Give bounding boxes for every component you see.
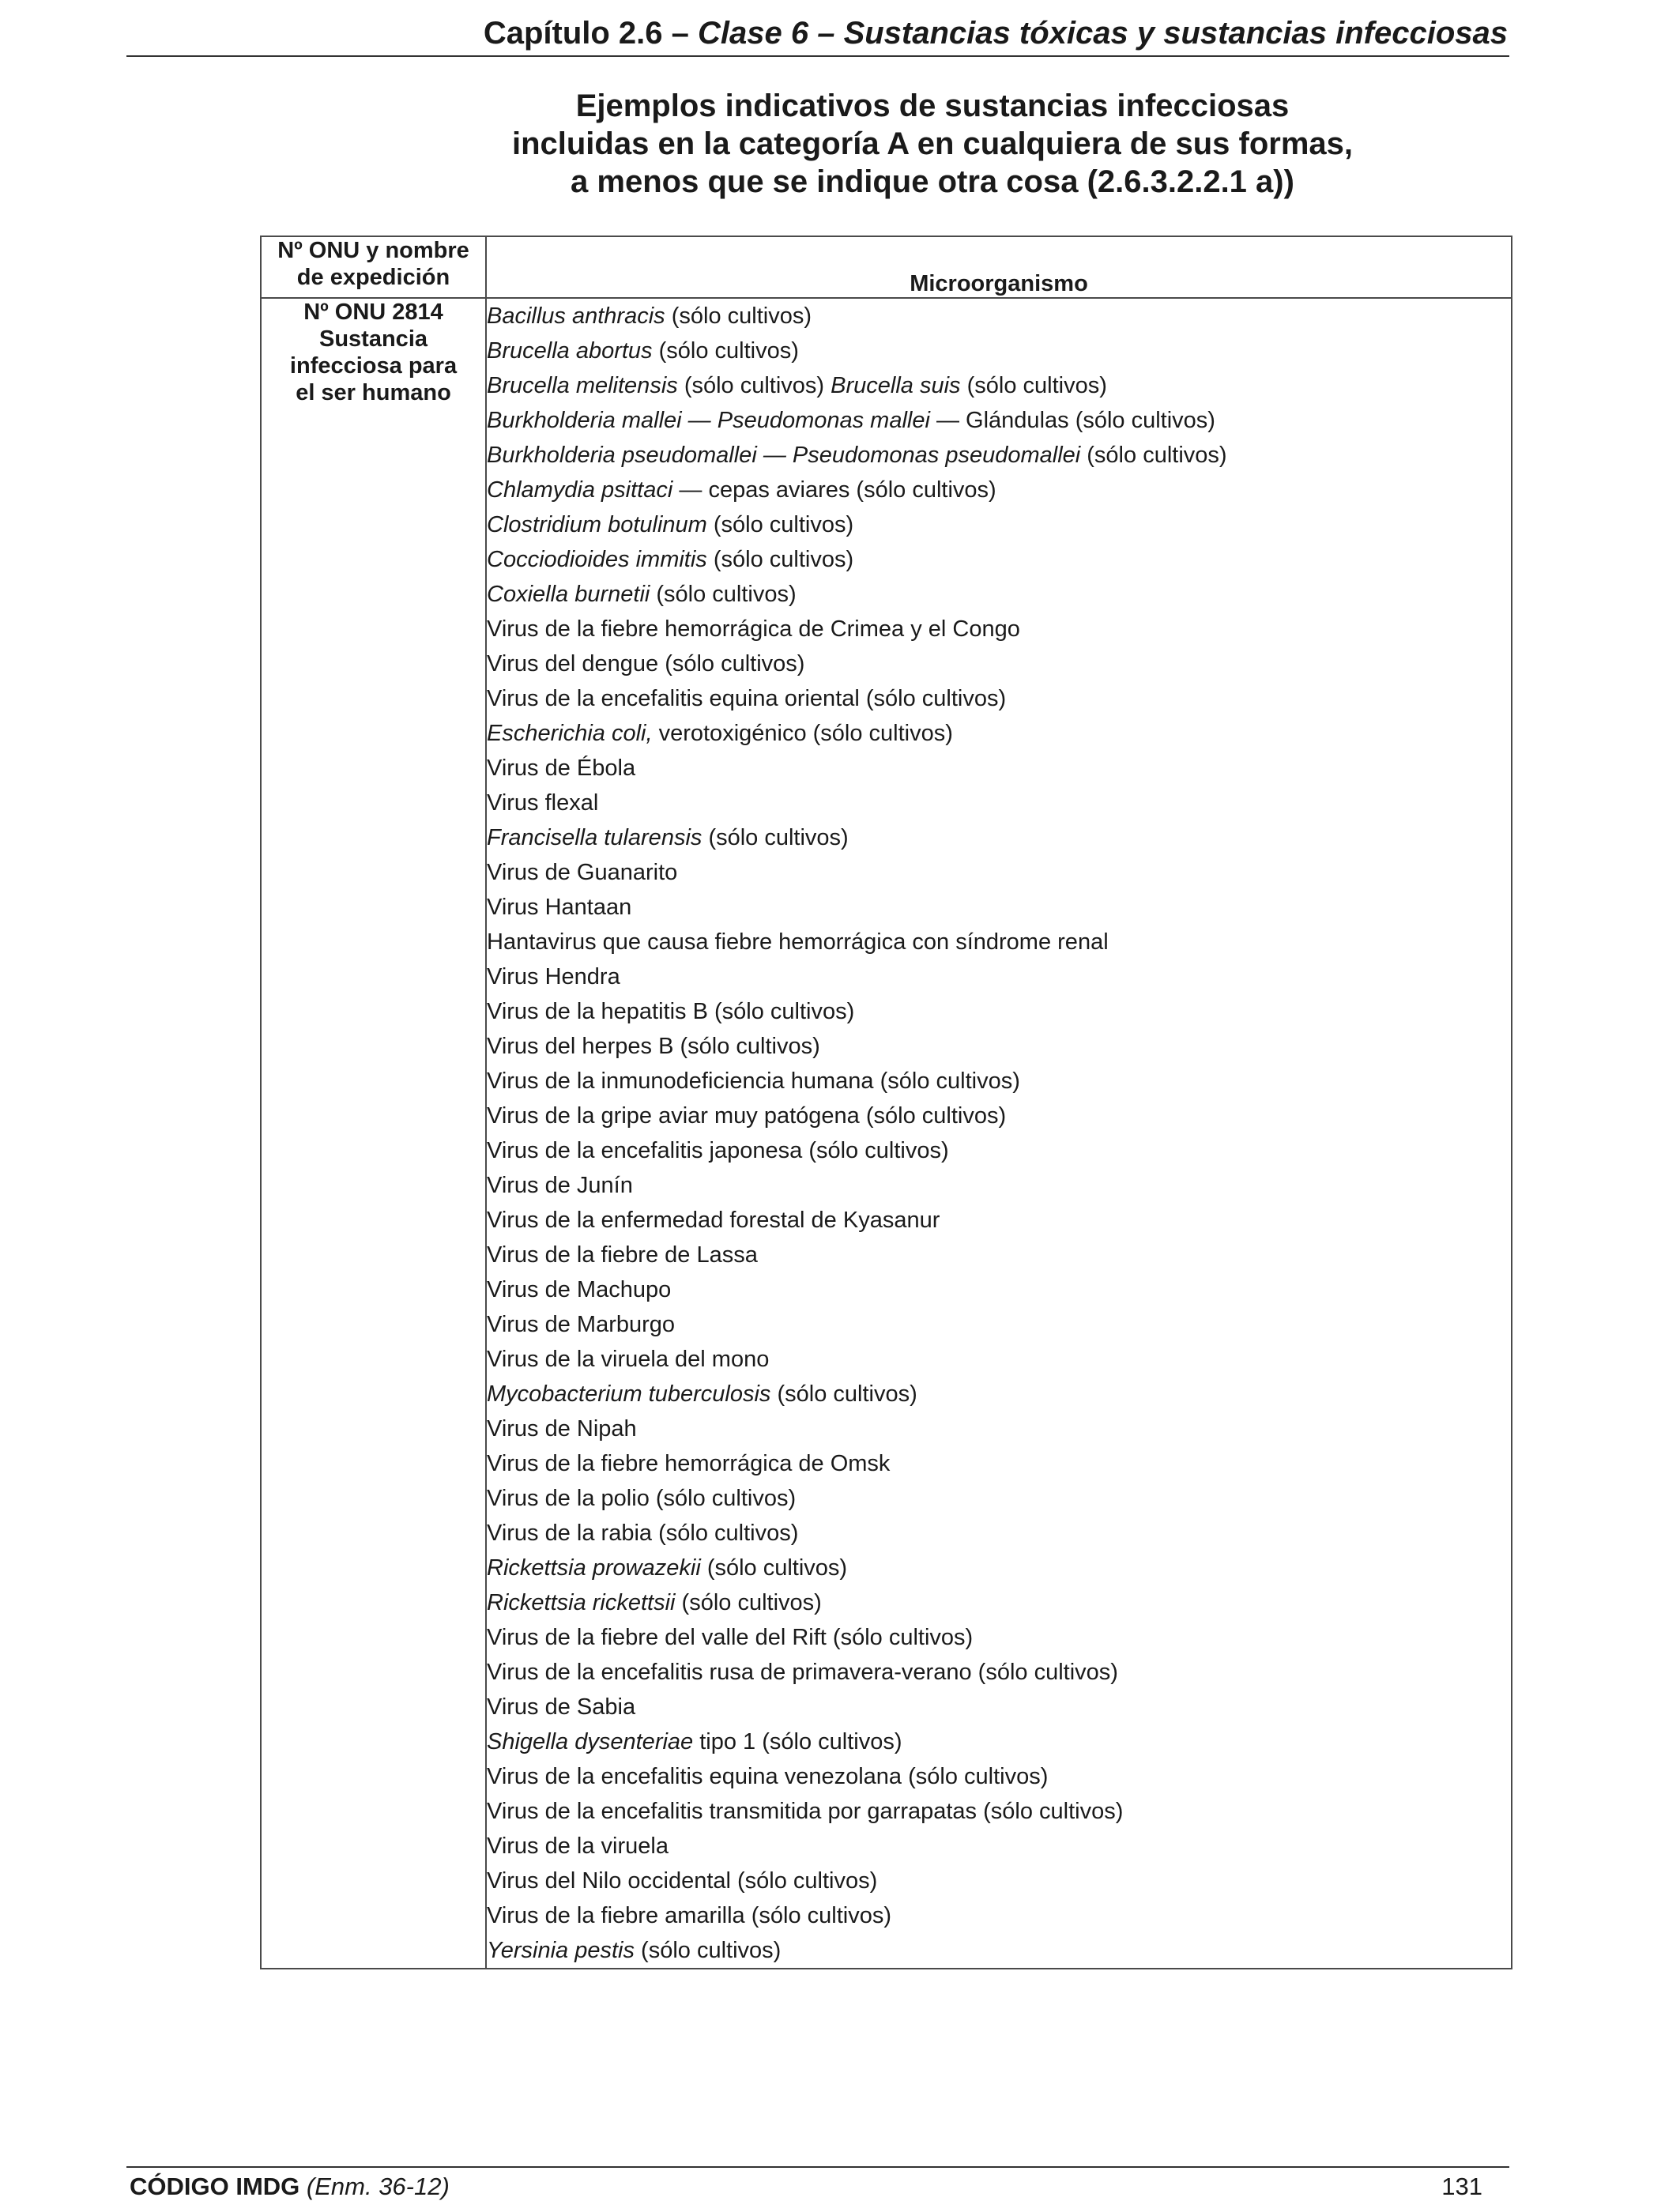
species-name: Rickettsia prowazekii bbox=[487, 1555, 701, 1581]
organism-text: Virus de la encefalitis japonesa (sólo cultivos) bbox=[487, 1138, 949, 1163]
species-name: Burkholderia pseudomallei — Pseudomonas pseudomallei bbox=[487, 443, 1081, 468]
organism-text: Virus Hantaan bbox=[487, 895, 632, 920]
organism-text: (sólo cultivos) bbox=[706, 512, 854, 537]
title-line-3: a menos que se indique otra cosa (2.6.3.2.2.1 a)) bbox=[571, 164, 1294, 199]
list-item bbox=[487, 1724, 1511, 1759]
organism-text: Virus de la encefalitis equina venezolana (sólo cultivos) bbox=[487, 1764, 1049, 1789]
organism-text: (sólo cultivos) bbox=[635, 1938, 782, 1963]
species-name: Brucella abortus bbox=[487, 338, 653, 364]
organism-text: Virus de la enfermedad forestal de Kyasanur bbox=[487, 1208, 940, 1233]
organism-text: tipo 1 (sólo cultivos) bbox=[693, 1729, 902, 1754]
organism-text: Virus de la fiebre hemorrágica de Omsk bbox=[487, 1451, 891, 1476]
organism-text: (sólo cultivos) bbox=[770, 1381, 917, 1407]
organism-text: (sólo cultivos) bbox=[677, 373, 831, 398]
list-item bbox=[487, 1864, 1511, 1898]
list-item bbox=[487, 612, 1511, 646]
list-item bbox=[487, 786, 1511, 820]
species-name: Chlamydia psittaci bbox=[487, 477, 673, 503]
organism-text: Virus Hendra bbox=[487, 964, 620, 989]
species-name: Clostridium botulinum bbox=[487, 512, 707, 537]
list-item bbox=[487, 473, 1511, 507]
list-item bbox=[487, 1238, 1511, 1272]
organism-text: Virus de la viruela bbox=[487, 1834, 669, 1859]
organism-text: Virus de la gripe aviar muy patógena (sólo cultivos) bbox=[487, 1103, 1007, 1129]
organism-text: Virus de la encefalitis equina oriental (sólo cultivos) bbox=[487, 686, 1007, 711]
organism-text: (sólo cultivos) bbox=[652, 338, 799, 364]
un-entry-line: infecciosa para bbox=[289, 353, 458, 379]
list-item bbox=[487, 1759, 1511, 1794]
species-name: Brucella suis bbox=[831, 373, 961, 398]
organism-text: (sólo cultivos) bbox=[1080, 443, 1227, 468]
organism-text: — cepas aviares (sólo cultivos) bbox=[672, 477, 996, 503]
species-name: Cocciodioides immitis bbox=[487, 547, 707, 572]
page-header bbox=[126, 11, 1509, 57]
organism-text: Virus de la hepatitis B (sólo cultivos) bbox=[487, 999, 855, 1024]
list-item bbox=[487, 1551, 1511, 1585]
chapter-number: Capítulo 2.6 – bbox=[483, 16, 698, 51]
list-item bbox=[487, 1829, 1511, 1864]
list-item bbox=[487, 925, 1511, 959]
list-item bbox=[487, 1516, 1511, 1551]
list-item bbox=[487, 1377, 1511, 1411]
organism-text: Virus de Nipah bbox=[487, 1416, 637, 1442]
list-item bbox=[487, 1446, 1511, 1481]
organism-text: Virus de Junín bbox=[487, 1173, 633, 1198]
list-item bbox=[487, 646, 1511, 681]
organism-text: Virus de la fiebre del valle del Rift (sólo cultivos) bbox=[487, 1625, 974, 1650]
list-item bbox=[487, 820, 1511, 855]
species-name: Bacillus anthracis bbox=[487, 303, 665, 329]
table-row bbox=[261, 298, 1512, 1969]
chapter-heading bbox=[484, 16, 1508, 51]
organism-text: Virus del Nilo occidental (sólo cultivos) bbox=[487, 1868, 878, 1894]
amendment: (Enm. 36-12) bbox=[306, 2173, 450, 2200]
list-item bbox=[487, 1620, 1511, 1655]
species-name: Coxiella burnetii bbox=[487, 582, 650, 607]
organism-text: verotoxigénico (sólo cultivos) bbox=[652, 721, 953, 746]
footer-code bbox=[130, 2173, 450, 2201]
list-item bbox=[487, 542, 1511, 577]
title-line-2: incluidas en la categoría A en cualquiera de sus formas, bbox=[511, 126, 1354, 161]
species-name: Yersinia pestis bbox=[487, 1938, 635, 1963]
species-name: Francisella tularensis bbox=[487, 825, 703, 850]
organism-text: Virus de Machupo bbox=[487, 1277, 672, 1302]
list-item bbox=[487, 994, 1511, 1029]
col1-header-line-1: Nº ONU y nombre bbox=[277, 238, 469, 263]
list-item bbox=[487, 368, 1511, 403]
code-name: CÓDIGO IMDG bbox=[130, 2173, 300, 2200]
organism-text: Virus de Sabia bbox=[487, 1694, 636, 1720]
list-item bbox=[487, 1272, 1511, 1307]
list-item bbox=[487, 1481, 1511, 1516]
list-item bbox=[487, 1133, 1511, 1168]
organism-text: Virus de la fiebre hemorrágica de Crimea y el Congo bbox=[487, 616, 1020, 642]
list-item bbox=[487, 716, 1511, 751]
organism-text: Virus de la encefalitis transmitida por garrapatas (sólo cultivos) bbox=[487, 1799, 1124, 1824]
organism-text: — Glándulas (sólo cultivos) bbox=[929, 408, 1215, 433]
list-item bbox=[487, 438, 1511, 473]
list-item bbox=[487, 1203, 1511, 1238]
species-name: Mycobacterium tuberculosis bbox=[487, 1381, 771, 1407]
microorganism-column-header: Microorganismo bbox=[486, 236, 1512, 298]
species-name: Rickettsia rickettsii bbox=[487, 1590, 676, 1615]
list-item bbox=[487, 681, 1511, 716]
list-item bbox=[487, 507, 1511, 542]
organism-text: Virus del dengue (sólo cultivos) bbox=[487, 651, 805, 677]
species-name: Escherichia coli, bbox=[487, 721, 653, 746]
list-item bbox=[487, 1064, 1511, 1099]
table-header-row bbox=[261, 236, 1512, 298]
organism-text: Virus de la polio (sólo cultivos) bbox=[487, 1486, 797, 1511]
organism-text: (sólo cultivos) bbox=[675, 1590, 822, 1615]
list-item bbox=[487, 1411, 1511, 1446]
un-entry-cell bbox=[261, 298, 486, 1969]
organism-text: Virus de la fiebre amarilla (sólo cultivos) bbox=[487, 1903, 892, 1928]
list-item bbox=[487, 1307, 1511, 1342]
list-item bbox=[487, 299, 1511, 334]
un-entry-line: Sustancia bbox=[319, 326, 428, 352]
organism-text: Virus de la fiebre de Lassa bbox=[487, 1242, 758, 1268]
class-title: Clase 6 – Sustancias tóxicas y sustancias infecciosas bbox=[698, 16, 1508, 51]
organism-text: Virus de Marburgo bbox=[487, 1312, 676, 1337]
page-number: 131 bbox=[1441, 2173, 1482, 2200]
page-footer bbox=[126, 2166, 1509, 2200]
organism-text: Virus de la viruela del mono bbox=[487, 1347, 770, 1372]
organism-text: (sólo cultivos) bbox=[706, 547, 854, 572]
organism-text: Virus de la rabia (sólo cultivos) bbox=[487, 1521, 799, 1546]
species-name: Burkholderia mallei — Pseudomonas mallei bbox=[487, 408, 930, 433]
organism-text: Virus de la inmunodeficiencia humana (sólo cultivos) bbox=[487, 1068, 1020, 1094]
list-item bbox=[487, 751, 1511, 786]
list-item bbox=[487, 959, 1511, 994]
list-item bbox=[487, 1794, 1511, 1829]
microorganism-list bbox=[486, 298, 1512, 1969]
organism-text: (sólo cultivos) bbox=[665, 303, 812, 329]
organism-text: Virus de la encefalitis rusa de primavera-verano (sólo cultivos) bbox=[487, 1660, 1118, 1685]
un-entry-line: el ser humano bbox=[296, 380, 451, 405]
list-item bbox=[487, 577, 1511, 612]
list-item bbox=[487, 334, 1511, 368]
table-title bbox=[443, 87, 1422, 201]
list-item bbox=[487, 855, 1511, 890]
organism-text: Virus de Guanarito bbox=[487, 860, 678, 885]
list-item bbox=[487, 1585, 1511, 1620]
list-item bbox=[487, 403, 1511, 438]
organism-text: Virus del herpes B (sólo cultivos) bbox=[487, 1034, 820, 1059]
list-item bbox=[487, 1168, 1511, 1203]
title-line-1: Ejemplos indicativos de sustancias infecciosas bbox=[575, 89, 1290, 123]
organism-text: (sólo cultivos) bbox=[700, 1555, 848, 1581]
organism-text: (sólo cultivos) bbox=[702, 825, 849, 850]
list-item bbox=[487, 1933, 1511, 1968]
infectious-substances-table bbox=[260, 236, 1512, 1969]
un-number-column-header bbox=[261, 236, 486, 298]
list-item bbox=[487, 1655, 1511, 1690]
organism-text: Hantavirus que causa fiebre hemorrágica con síndrome renal bbox=[487, 929, 1109, 955]
un-entry-line: Nº ONU 2814 bbox=[303, 300, 443, 325]
organism-text: (sólo cultivos) bbox=[960, 373, 1107, 398]
list-item bbox=[487, 1690, 1511, 1724]
list-item bbox=[487, 890, 1511, 925]
col1-header-line-2: de expedición bbox=[296, 265, 450, 290]
organism-text: Virus de Ébola bbox=[487, 756, 636, 781]
organism-text: (sólo cultivos) bbox=[650, 582, 797, 607]
species-name: Brucella melitensis bbox=[487, 373, 678, 398]
list-item bbox=[487, 1342, 1511, 1377]
species-name: Shigella dysenteriae bbox=[487, 1729, 694, 1754]
organism-text: Virus flexal bbox=[487, 790, 599, 816]
list-item bbox=[487, 1029, 1511, 1064]
list-item bbox=[487, 1099, 1511, 1133]
list-item bbox=[487, 1898, 1511, 1933]
